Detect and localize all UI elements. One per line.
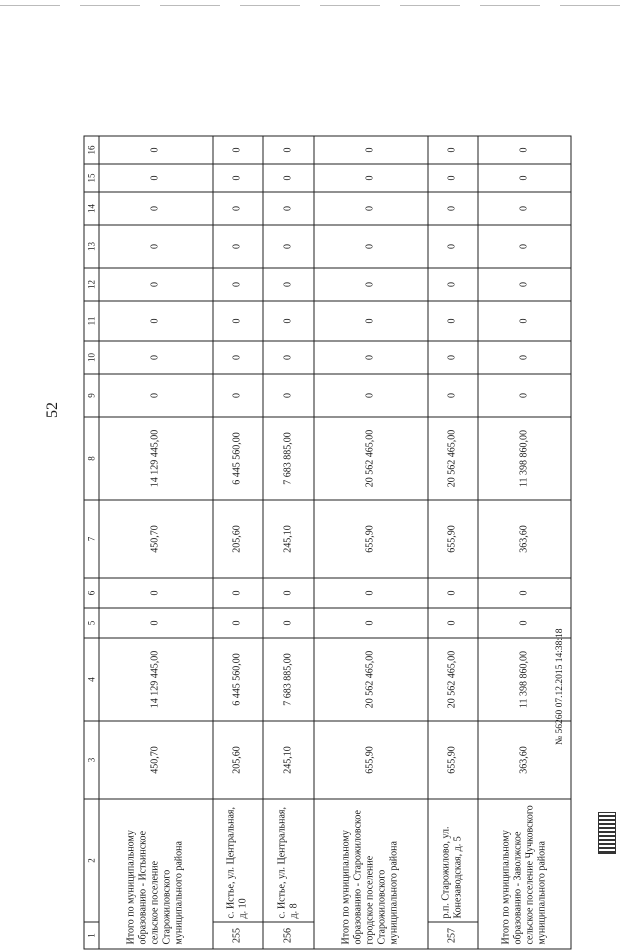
table-cell: 0 (263, 164, 314, 192)
table-cell: 0 (428, 341, 479, 374)
table-cell: 0 (99, 301, 213, 341)
table-cell: 0 (314, 374, 428, 417)
table-cell: 0 (478, 578, 571, 608)
table-cell: 0 (314, 268, 428, 301)
table-cell: 0 (213, 301, 264, 341)
table-cell: 0 (478, 374, 571, 417)
table-cell: 7 683 885,00 (263, 638, 314, 721)
table-cell: 0 (263, 374, 314, 417)
column-header: 2 (84, 799, 99, 922)
column-header: 1 (84, 922, 99, 949)
table-cell: 6 445 560,00 (213, 638, 264, 721)
column-header: 11 (84, 301, 99, 341)
table-cell: 0 (314, 164, 428, 192)
row-name: Итого по муниципальному образованию - Истьинское сельское поселение Старожиловского муниципального района (99, 799, 213, 949)
table-cell: 20 562 465,00 (314, 638, 428, 721)
table-cell: 655,90 (428, 721, 479, 799)
table-cell: 0 (263, 136, 314, 164)
table-cell: 0 (428, 225, 479, 268)
column-header: 7 (84, 500, 99, 578)
table-cell: 205,60 (213, 721, 264, 799)
row-index: 257 (428, 922, 479, 949)
table-cell: 245,10 (263, 721, 314, 799)
table-cell: 0 (99, 578, 213, 608)
table-cell: 0 (478, 225, 571, 268)
table-cell: 655,90 (314, 721, 428, 799)
table-cell: 0 (213, 136, 264, 164)
table-wrapper (84, 145, 572, 950)
table-cell: 0 (314, 341, 428, 374)
table-cell: 0 (99, 374, 213, 417)
table-cell: 205,60 (213, 500, 264, 578)
table-cell: 0 (263, 578, 314, 608)
data-table (84, 136, 572, 950)
column-header: 12 (84, 268, 99, 301)
table-cell: 0 (314, 225, 428, 268)
table-cell: 0 (99, 136, 213, 164)
table-cell: 0 (478, 192, 571, 225)
column-header: 4 (84, 638, 99, 721)
table-cell: 245,10 (263, 500, 314, 578)
table-cell: 20 562 465,00 (314, 417, 428, 500)
page-number: 52 (44, 402, 61, 418)
table-cell: 14 129 445,00 (99, 638, 213, 721)
table-row (263, 136, 314, 949)
table-cell: 0 (428, 301, 479, 341)
column-header: 5 (84, 608, 99, 638)
table-cell: 0 (213, 374, 264, 417)
table-cell: 363,60 (478, 721, 571, 799)
column-header: 16 (84, 136, 99, 164)
row-name: р.п. Старожилово, ул. Конезаводская, д. 5 (428, 799, 479, 922)
row-index: 255 (213, 922, 264, 949)
table-cell: 0 (428, 608, 479, 638)
table-cell: 363,60 (478, 500, 571, 578)
table-cell: 6 445 560,00 (213, 417, 264, 500)
table-cell: 7 683 885,00 (263, 417, 314, 500)
table-cell: 0 (478, 341, 571, 374)
table-cell: 450,70 (99, 721, 213, 799)
column-header: 8 (84, 417, 99, 500)
table-cell: 0 (99, 192, 213, 225)
table-cell: 0 (478, 301, 571, 341)
table-cell: 655,90 (314, 500, 428, 578)
table-cell: 0 (428, 192, 479, 225)
table-cell: 0 (263, 341, 314, 374)
table-cell: 0 (478, 164, 571, 192)
table-body (84, 136, 571, 949)
table-cell: 655,90 (428, 500, 479, 578)
table-cell: 450,70 (99, 500, 213, 578)
row-name: с. Истье, ул. Центральная, д. 8 (263, 799, 314, 922)
column-header: 10 (84, 341, 99, 374)
table-cell: 0 (263, 608, 314, 638)
table-cell: 0 (314, 136, 428, 164)
table-row (213, 136, 264, 949)
row-name: с. Истье, ул. Центральная, д. 10 (213, 799, 264, 922)
table-cell: 0 (478, 608, 571, 638)
table-cell: 0 (314, 608, 428, 638)
footer-stamp-text: № 56260 07.12.2015 14:38:18 (555, 628, 565, 745)
table-cell: 0 (263, 225, 314, 268)
table-cell: 0 (263, 301, 314, 341)
column-header: 3 (84, 721, 99, 799)
table-cell: 0 (213, 341, 264, 374)
table-cell: 20 562 465,00 (428, 417, 479, 500)
table-cell: 0 (263, 192, 314, 225)
table-cell: 0 (478, 268, 571, 301)
table-cell: 0 (99, 225, 213, 268)
table-cell: 0 (99, 608, 213, 638)
column-header: 9 (84, 374, 99, 417)
row-name: Итого по муниципальному образованию - Заволжское сельское поселение Чучковского муниципального района (478, 799, 571, 949)
row-name: Итого по муниципальному образованию - Старожиловское городское поселение Старожиловского муниципального района (314, 799, 428, 949)
table-cell: 11 398 860,00 (478, 638, 571, 721)
table-cell: 0 (428, 268, 479, 301)
table-row (99, 136, 213, 949)
header-row (84, 136, 99, 949)
barcode-icon (598, 812, 616, 854)
table-cell: 0 (213, 192, 264, 225)
table-cell: 20 562 465,00 (428, 638, 479, 721)
column-header: 14 (84, 192, 99, 225)
table-cell: 0 (428, 136, 479, 164)
table-row (428, 136, 479, 949)
column-header: 6 (84, 578, 99, 608)
table-cell: 14 129 445,00 (99, 417, 213, 500)
table-cell: 0 (428, 164, 479, 192)
table-cell: 0 (99, 268, 213, 301)
scan-edge (0, 5, 640, 6)
table-cell: 0 (213, 225, 264, 268)
table-cell: 0 (213, 164, 264, 192)
table-cell: 0 (478, 136, 571, 164)
table-row (314, 136, 428, 949)
table-cell: 0 (314, 192, 428, 225)
table-cell: 0 (263, 268, 314, 301)
table-cell: 0 (213, 608, 264, 638)
table-cell: 0 (213, 578, 264, 608)
table-cell: 0 (314, 578, 428, 608)
column-header: 15 (84, 164, 99, 192)
table-cell: 0 (213, 268, 264, 301)
table-cell: 0 (428, 578, 479, 608)
table-cell: 11 398 860,00 (478, 417, 571, 500)
table-cell: 0 (99, 164, 213, 192)
table-cell: 0 (314, 301, 428, 341)
table-cell: 0 (428, 374, 479, 417)
column-header: 13 (84, 225, 99, 268)
table-cell: 0 (99, 341, 213, 374)
row-index: 256 (263, 922, 314, 949)
